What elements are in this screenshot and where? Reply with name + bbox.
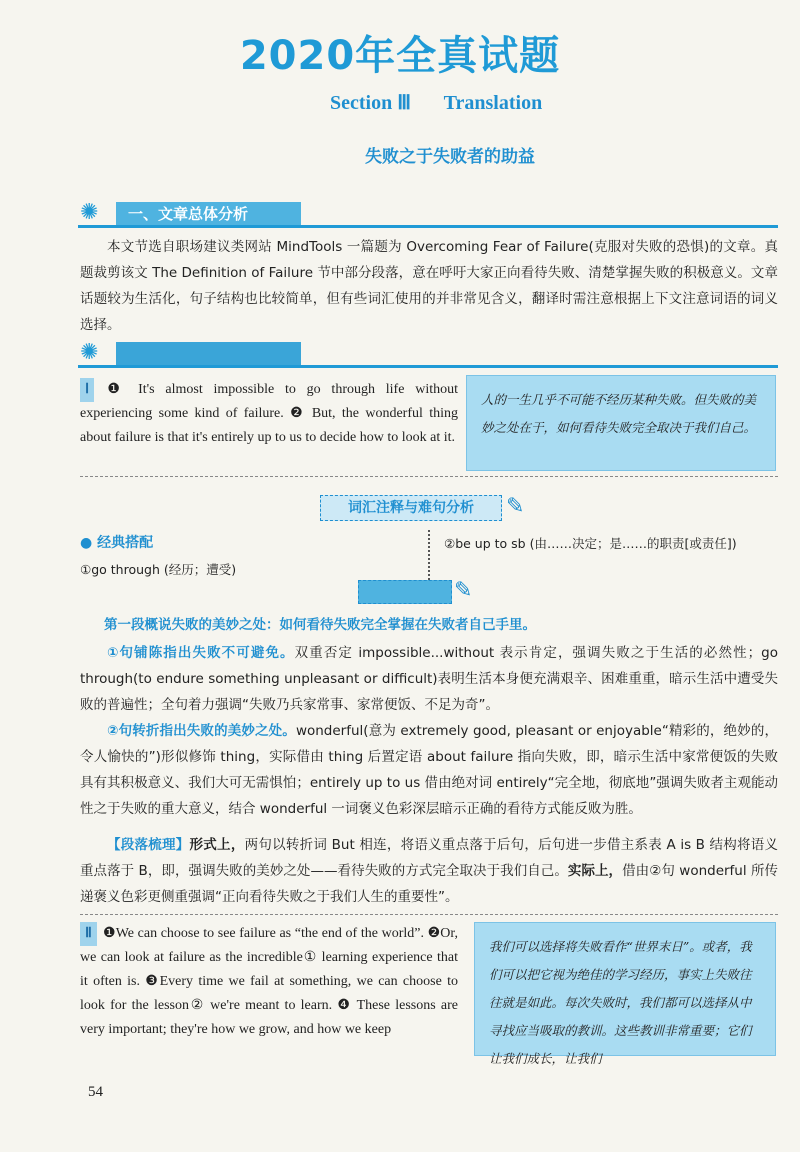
page-title: 2020年全真试题 <box>239 33 561 79</box>
analysis-sentence1: ①句铺陈指出失败不可避免。双重否定 impossible...without 表示肯定，强调失败之于生活的必然性；go through(to endure something unpleasant or difficult)表明生活本身便充满艰辛、困难重重，暗示生活中遭受失败的普遍性；全句着力强调“失败乃兵家常事、家常便饭、不足为奇”。 <box>80 645 778 713</box>
para2-translation: 我们可以选择将失败看作“世界末日”。或者，我们可以把它视为绝佳的学习经历，事实上失败往往就是如此。每次失败时，我们都可以选择从中寻找应当吸取的教训。这些教训非常重要；它们让我们成长，让我们 <box>489 939 752 1066</box>
section2-bar <box>78 342 778 368</box>
para1-translation-box <box>466 375 776 471</box>
divider <box>428 530 430 580</box>
divider <box>80 476 778 477</box>
lightbulb-icon: ✺ <box>80 200 99 225</box>
divider <box>78 365 778 368</box>
pen-icon: ✎ <box>506 494 525 519</box>
section1-bar <box>78 202 778 228</box>
section1-label: 一、文章总体分析 <box>116 202 301 226</box>
passage-title: 失败之于失败者的助益 <box>365 147 535 167</box>
paragraph-logic: 【段落梳理】形式上，两句以转折词 But 相连，将语义重点落于后句，后句进一步借主系表 A is B 结构将语义重点落于 B，即，强调失败的美妙之处——看待失败的方式完全取决于我们自己。实际上，借由②句 wonderful 所传递褒义色彩更侧重强调“正向看待失败之于我们人生的重要性”。 <box>80 837 779 905</box>
pen-icon: ✎ <box>454 578 473 603</box>
para1-numeral: Ⅰ <box>80 378 94 402</box>
para1-translation: 人的一生几乎不可能不经历某种失败。但失败的美妙之处在于，如何看待失败完全取决于我们自己。 <box>481 392 757 435</box>
vocab-item-1: ①go through (经历；遭受) <box>80 562 237 577</box>
para2-english-text: ❶We can choose to see failure as “the end of the world”. ❷Or, we can look at failure as the incredible① learning experience that it often is. ❸Every time we fail at something, we can choose to look for the lesson② we're meant to learn. ❹ These lessons are very important; they're how we grow, and how we keep <box>80 926 458 1037</box>
analysis-summary: 第一段概说失败的美妙之处：如何看待失败完全掌握在失败者自己手里。 <box>104 617 536 633</box>
para1-english-text: ❶ It's almost impossible to go through life without experiencing some kind of failure. ❷ But, the wonderful thing about failure is that it's entirely up to us to decide how to look at it. <box>80 382 458 445</box>
section-number: Section Ⅲ <box>330 92 412 114</box>
para2-translation-box <box>474 922 776 1066</box>
para1-english <box>80 378 458 450</box>
section2-label <box>116 342 301 366</box>
section1-text: 本文节选自职场建议类网站 MindTools 一篇题为 Overcoming Fear of Failure(克服对失败的恐惧)的文章。真题裁剪该文 The Definition of Failure 节中部分段落，意在呼吁大家正向看待失败、清楚掌握失败的积极意义。文章话题较为生活化，句子结构也比较简单，但有些词汇使用的并非常见含义，翻译时需注意根据上下文注意词语的词义选择。 <box>80 239 778 333</box>
divider <box>78 225 778 228</box>
lightbulb-icon: ✺ <box>80 340 99 365</box>
page-number: 54 <box>88 1084 103 1100</box>
divider <box>80 914 778 915</box>
section-name: Translation <box>443 92 543 114</box>
vocab-item-2: ②be up to sb (由……决定；是……的职责[或责任]) <box>444 536 737 551</box>
vocab-banner: 词汇注释与难句分析 <box>320 495 502 521</box>
collocations-heading: ● 经典搭配 <box>80 535 154 551</box>
section-heading <box>330 90 570 115</box>
para2-english <box>80 922 458 1042</box>
para2-numeral: Ⅱ <box>80 922 97 946</box>
analysis-sentence2: ②句转折指出失败的美妙之处。wonderful(意为 extremely good, pleasant or enjoyable“精彩的，绝妙的，令人愉快的”)形似修饰 thing，实际借由 thing 后置定语 about failure 指向失败，即，暗示生活中家常便饭的失败具有其积极意义、我们大可无需惧怕；entirely up to us 借由绝对词 entirely“完全地，彻底地”强调失败者主观能动性之于失败的重大意义，结合 wonderful 一词褒义色彩深层暗示正确的看待方式能反败为胜。 <box>80 723 778 817</box>
analysis-banner <box>358 580 452 604</box>
